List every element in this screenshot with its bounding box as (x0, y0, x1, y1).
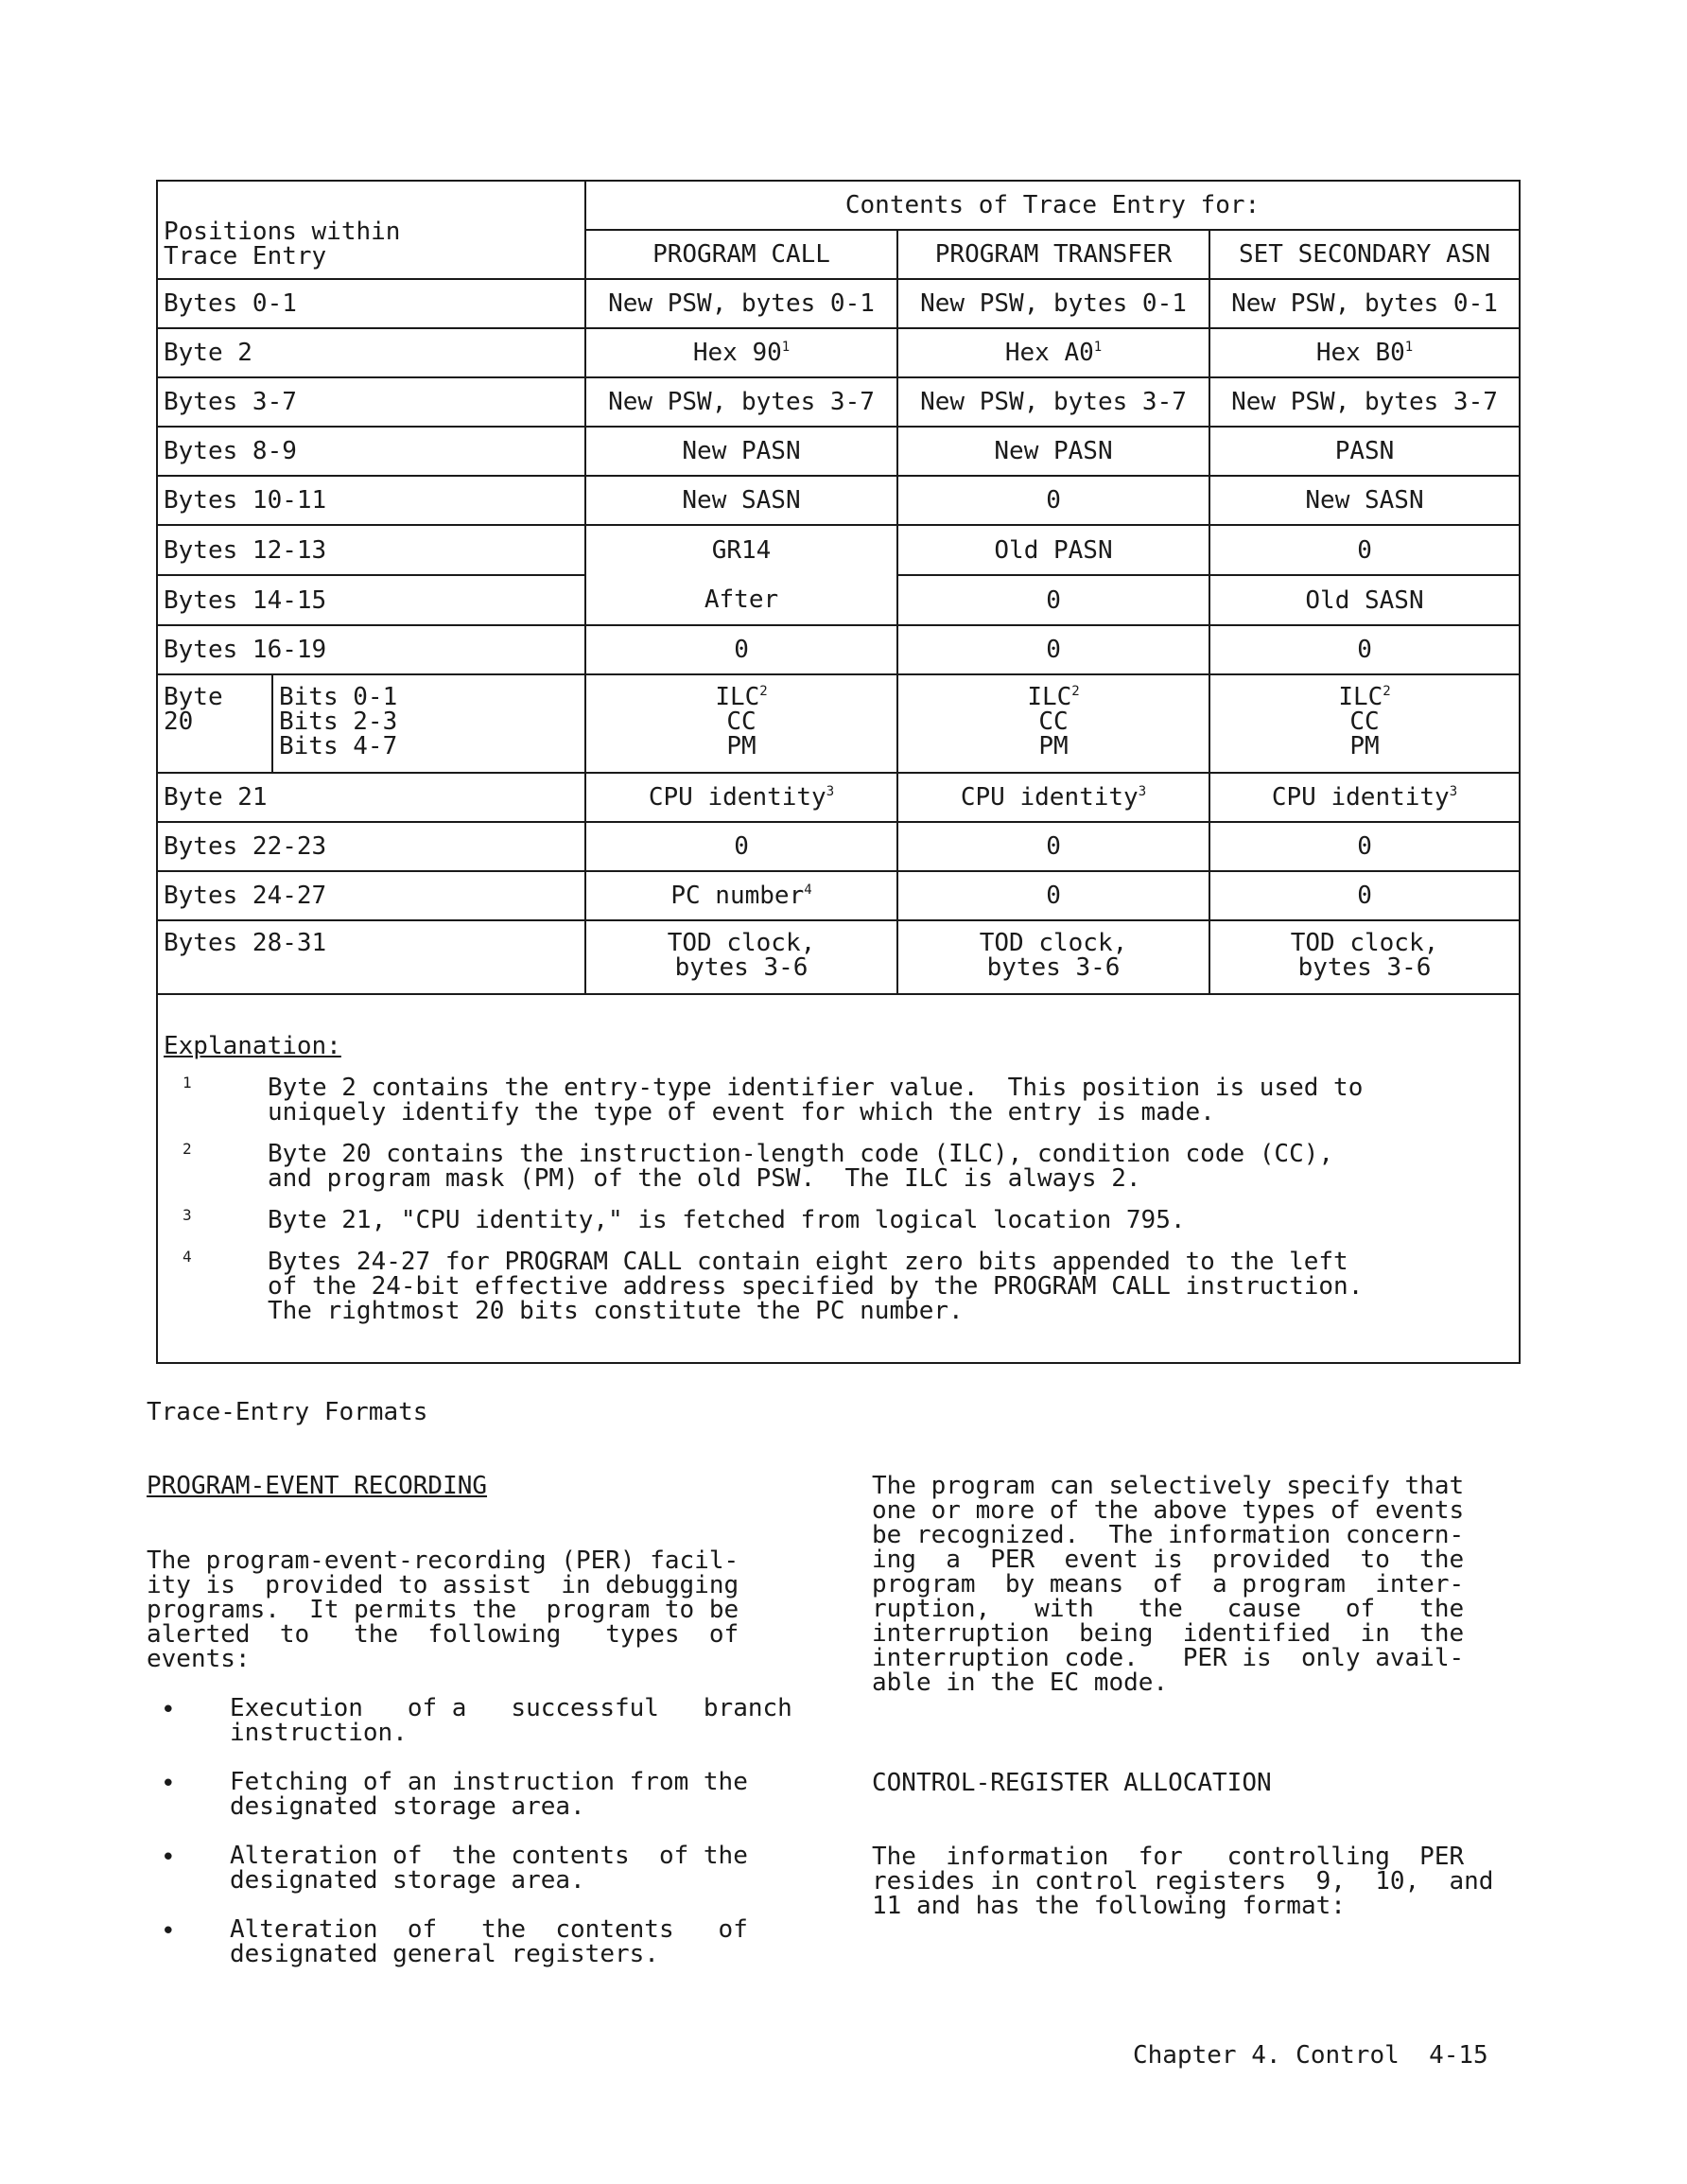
footnote-text (268, 1142, 1333, 1191)
cell-pt (897, 674, 1209, 773)
cell-pc (585, 773, 897, 822)
cell-value: CC (1349, 708, 1380, 736)
cell-ssa: 0 (1209, 822, 1520, 871)
positions-header-line-2: Trace Entry (164, 242, 327, 271)
cell-pt (897, 920, 1209, 994)
table-row (157, 279, 1520, 328)
cell-pc: New PSW, bytes 3-7 (585, 377, 897, 427)
cell-pc (585, 328, 897, 377)
text-line: Fetching of an instruction from the (230, 1768, 748, 1796)
table-row (157, 920, 1520, 994)
text-line: Alteration of the contents of the (230, 1842, 748, 1870)
footnote-ref: 2 (759, 684, 768, 699)
text-line: ruption, with the cause of the (872, 1595, 1465, 1623)
footnote-ref: 1 (781, 340, 791, 355)
cell-ssa (1209, 920, 1520, 994)
trace-entry-table (156, 180, 1521, 1364)
cell-pc: 0 (585, 625, 897, 674)
text-line: program by means of a program inter- (872, 1570, 1465, 1599)
byte-20-label (157, 674, 272, 773)
footnote-mark: 2 (183, 1140, 192, 1158)
bullet-icon: • (161, 1770, 176, 1798)
footnote-4 (164, 1249, 1513, 1323)
text-line: resides in control registers 9, 10, and (872, 1867, 1494, 1896)
text-line: ing a PER event is provided to the (872, 1546, 1465, 1574)
text-line: one or more of the above types of events (872, 1496, 1465, 1525)
table-row (157, 328, 1520, 377)
cell-ssa: New PSW, bytes 0-1 (1209, 279, 1520, 328)
cell-ssa: 0 (1209, 625, 1520, 674)
control-register-paragraph (872, 1844, 1493, 1918)
cell-pt (897, 773, 1209, 822)
footnote-ref: 2 (1383, 684, 1391, 699)
text-line: be recognized. The information concern- (872, 1521, 1465, 1549)
cell-pt: Old PASN (897, 525, 1209, 575)
bullet-icon: • (161, 1843, 176, 1872)
footnote-text (268, 1075, 1363, 1125)
footnote-ref: 4 (804, 882, 812, 898)
contents-header: Contents of Trace Entry for: (585, 181, 1520, 230)
per-description-paragraph (872, 1474, 1464, 1695)
table-caption: Trace-Entry Formats (147, 1398, 428, 1426)
table-row (157, 871, 1520, 920)
text-line: designated storage area. (230, 1792, 585, 1821)
table-row (157, 476, 1520, 525)
cell-value: Hex A0 (1004, 339, 1094, 367)
cell-pt: 0 (897, 822, 1209, 871)
footnote-ref: 1 (1404, 340, 1414, 355)
footnote-2 (164, 1142, 1513, 1191)
row-label: Byte 21 (157, 773, 585, 822)
cell-pc: 0 (585, 822, 897, 871)
cell-pt: New PASN (897, 427, 1209, 476)
cell-value: CC (726, 708, 757, 736)
footnote-line: Byte 20 contains the instruction-length code (ILC), condition code (CC), (268, 1140, 1334, 1168)
text-line: ity is provided to assist in debugging (147, 1571, 739, 1599)
cell-pc (585, 674, 897, 773)
cell-value: After (704, 585, 779, 614)
text-line: designated general registers. (230, 1940, 659, 1968)
cell-value: GR14 (711, 536, 772, 565)
table-row (157, 674, 1520, 773)
footnote-line: uniquely identify the type of event for which the entry is made. (268, 1098, 1215, 1127)
bits-label: Bits 0-1 (279, 683, 398, 711)
row-label: Bytes 10-11 (157, 476, 585, 525)
text-line: The information for controlling PER (872, 1843, 1465, 1871)
cell-ssa: New SASN (1209, 476, 1520, 525)
footnote-line: of the 24-bit effective address specified by the PROGRAM CALL instruction. (268, 1272, 1364, 1301)
cell-pc: New PSW, bytes 0-1 (585, 279, 897, 328)
col-program-call: PROGRAM CALL (585, 230, 897, 279)
cell-value: CC (1038, 708, 1069, 736)
cell-ssa (1209, 674, 1520, 773)
row-label: Bytes 3-7 (157, 377, 585, 427)
bits-label: Bits 4-7 (279, 732, 398, 760)
bits-labels (272, 674, 585, 773)
footnote-ref: 3 (826, 784, 835, 799)
cell-value: bytes 3-6 (986, 953, 1121, 982)
text-line: interruption being identified in the (872, 1619, 1465, 1648)
explanation-box (157, 994, 1520, 1363)
cell-value: bytes 3-6 (1297, 953, 1432, 982)
cell-pt: 0 (897, 625, 1209, 674)
text-line: events: (147, 1645, 251, 1673)
text-line: interruption code. PER is only avail- (872, 1644, 1465, 1672)
cell-pc: New PASN (585, 427, 897, 476)
cell-value: ILC (1338, 683, 1383, 711)
cell-value: ILC (715, 683, 760, 711)
cell-pt: 0 (897, 871, 1209, 920)
cell-value: Hex B0 (1315, 339, 1405, 367)
footnote-ref: 1 (1093, 340, 1103, 355)
row-label: Bytes 0-1 (157, 279, 585, 328)
table-row (157, 625, 1520, 674)
text-line: alerted to the following types of (147, 1620, 739, 1649)
col-set-secondary-asn: SET SECONDARY ASN (1209, 230, 1520, 279)
row-label: Bytes 8-9 (157, 427, 585, 476)
cell-pt (897, 328, 1209, 377)
bits-label: Bits 2-3 (279, 708, 398, 736)
cell-value: PM (1349, 732, 1380, 760)
row-label: Byte (164, 683, 223, 711)
cell-pt: New PSW, bytes 0-1 (897, 279, 1209, 328)
cell-ssa: 0 (1209, 525, 1520, 575)
row-label: Byte 2 (157, 328, 585, 377)
text-line: able in the EC mode. (872, 1669, 1169, 1697)
footnote-mark: 3 (183, 1206, 192, 1224)
footnote-1 (164, 1075, 1513, 1125)
footnote-line: The rightmost 20 bits constitute the PC number. (268, 1297, 964, 1325)
cell-pc (585, 871, 897, 920)
table-row (157, 822, 1520, 871)
text-line: designated storage area. (230, 1866, 585, 1895)
control-register-heading: CONTROL-REGISTER ALLOCATION (872, 1769, 1272, 1797)
footnote-3 (164, 1208, 1513, 1232)
cell-ssa: 0 (1209, 871, 1520, 920)
row-label: Bytes 28-31 (157, 920, 585, 994)
text-line: Alteration of the contents of (230, 1915, 748, 1944)
text-line: The program-event-recording (PER) facil- (147, 1546, 739, 1575)
footnote-text (268, 1208, 1186, 1232)
text-line: The program can selectively specify that (872, 1472, 1465, 1500)
cell-value: PC number (670, 882, 805, 910)
cell-ssa (1209, 773, 1520, 822)
cell-value: PM (1038, 732, 1069, 760)
table-row (157, 377, 1520, 427)
cell-ssa: New PSW, bytes 3-7 (1209, 377, 1520, 427)
cell-value: ILC (1027, 683, 1072, 711)
cell-ssa: PASN (1209, 427, 1520, 476)
cell-ssa (1209, 328, 1520, 377)
text-line: Execution of a successful branch (230, 1694, 792, 1722)
footnote-ref: 3 (1449, 784, 1458, 799)
footnote-ref: 2 (1071, 684, 1080, 699)
positions-header-line-1: Positions within (164, 218, 401, 246)
table-row (157, 427, 1520, 476)
page-footer: Chapter 4. Control 4-15 (1133, 2041, 1488, 2070)
cell-pt: New PSW, bytes 3-7 (897, 377, 1209, 427)
table-row (157, 525, 1520, 575)
text-line: programs. It permits the program to be (147, 1596, 739, 1624)
table-row (157, 773, 1520, 822)
cell-value: CPU identity (960, 783, 1139, 812)
footnote-text (268, 1249, 1363, 1323)
cell-value: TOD clock, (979, 929, 1128, 957)
col-program-transfer: PROGRAM TRANSFER (897, 230, 1209, 279)
cell-value: Hex 90 (692, 339, 782, 367)
cell-value: CPU identity (1271, 783, 1450, 812)
footnote-ref: 3 (1138, 784, 1147, 799)
footnote-line: Bytes 24-27 for PROGRAM CALL contain eight zero bits appended to the left (268, 1248, 1348, 1276)
cell-value: PM (726, 732, 757, 760)
cell-pc: New SASN (585, 476, 897, 525)
footnote-mark: 4 (183, 1248, 192, 1266)
text-line: instruction. (230, 1719, 408, 1747)
row-label: Bytes 16-19 (157, 625, 585, 674)
per-intro-paragraph (147, 1548, 739, 1671)
cell-value: bytes 3-6 (674, 953, 809, 982)
cell-value: CPU identity (648, 783, 826, 812)
bullet-icon: • (161, 1917, 176, 1946)
row-label: 20 (164, 708, 194, 736)
explanation-title: Explanation: (164, 1032, 341, 1060)
footnote-line: Byte 2 contains the entry-type identifier value. This position is used to (268, 1074, 1364, 1102)
text-line: 11 and has the following format: (872, 1892, 1346, 1920)
cell-ssa: Old SASN (1209, 575, 1520, 625)
row-label: Bytes 12-13 (157, 525, 585, 575)
per-heading: PROGRAM-EVENT RECORDING (147, 1472, 488, 1500)
footnote-line: and program mask (PM) of the old PSW. The ILC is always 2. (268, 1164, 1141, 1193)
row-label: Bytes 22-23 (157, 822, 585, 871)
explanation-row (157, 994, 1520, 1363)
row-label: Bytes 14-15 (157, 575, 585, 625)
footnote-line: Byte 21, "CPU identity," is fetched from logical location 795. (268, 1206, 1186, 1234)
cell-pc-gr14-after (585, 525, 897, 625)
bullet-icon: • (161, 1696, 176, 1724)
cell-value: TOD clock, (667, 929, 816, 957)
cell-pt: 0 (897, 575, 1209, 625)
cell-pt: 0 (897, 476, 1209, 525)
footnote-mark: 1 (183, 1074, 192, 1092)
positions-header (157, 181, 585, 279)
cell-value: TOD clock, (1290, 929, 1439, 957)
cell-pc (585, 920, 897, 994)
row-label: Bytes 24-27 (157, 871, 585, 920)
